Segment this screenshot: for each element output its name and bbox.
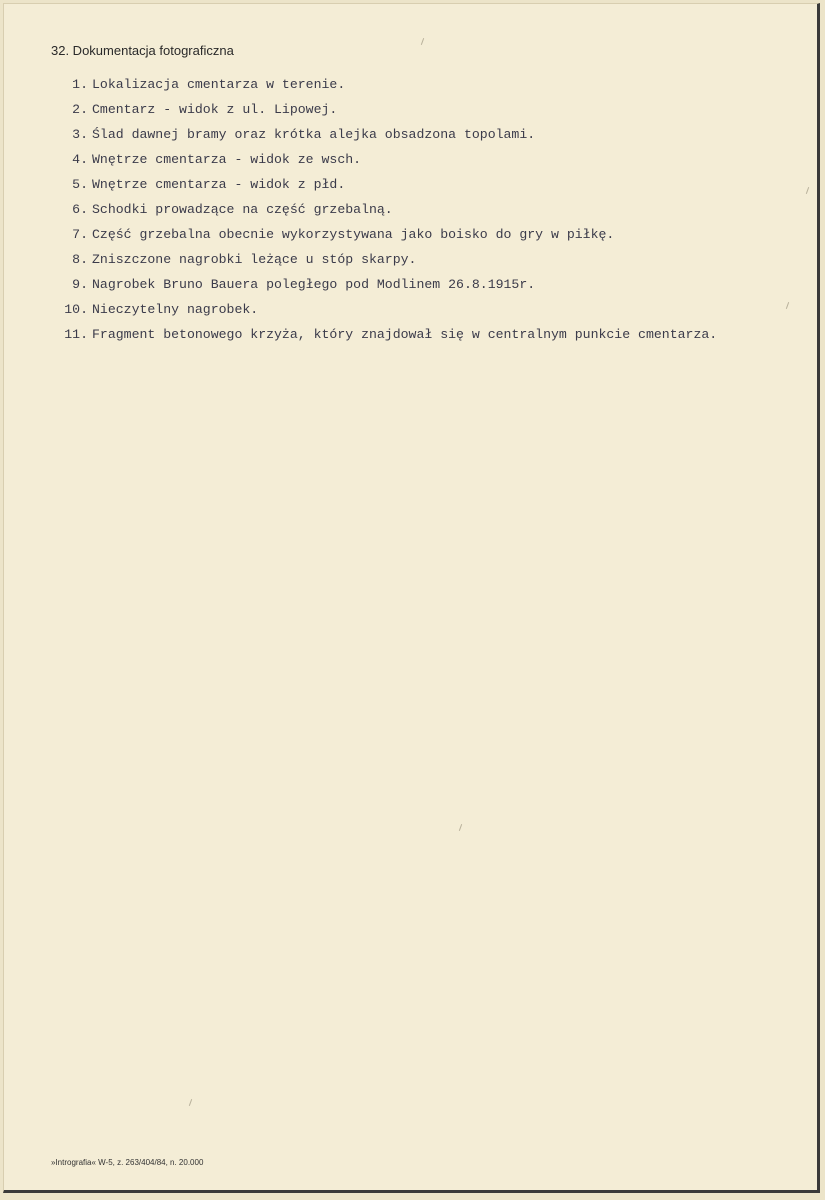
item-text: Schodki prowadzące na część grzebalną.	[92, 202, 393, 217]
list-item	[47, 147, 807, 172]
item-number: 5.	[72, 177, 88, 192]
item-text: Wnętrze cmentarza - widok z płd.	[92, 177, 346, 192]
item-text: Zniszczone nagrobki leżące u stóp skarpy.	[92, 252, 417, 267]
list-item	[47, 172, 807, 197]
item-number: 11.	[64, 327, 88, 342]
item-text: Wnętrze cmentarza - widok ze wsch.	[92, 152, 362, 167]
list-item	[47, 197, 807, 222]
section-heading: 32. Dokumentacja fotograficzna	[51, 43, 234, 58]
list-item	[47, 247, 807, 272]
item-number: 1.	[72, 77, 88, 92]
item-number: 9.	[72, 277, 88, 292]
item-text: Fragment betonowego krzyża, który znajdował się w centralnym punkcie cmentarza.	[92, 327, 718, 342]
list-item	[47, 72, 807, 97]
item-number: 4.	[72, 152, 88, 167]
item-text: Część grzebalna obecnie wykorzystywana jako boisko do gry w piłkę.	[92, 227, 615, 242]
item-text: Nagrobek Bruno Bauera poległego pod Modlinem 26.8.1915r.	[92, 277, 536, 292]
photo-documentation-list	[47, 72, 807, 347]
item-text: Lokalizacja cmentarza w terenie.	[92, 77, 346, 92]
item-number: 2.	[72, 102, 88, 117]
paper-speck	[421, 38, 424, 45]
document-page	[3, 3, 820, 1193]
item-number: 8.	[72, 252, 88, 267]
list-item	[47, 97, 807, 122]
item-text: Ślad dawnej bramy oraz krótka alejka obsadzona topolami.	[92, 127, 536, 142]
list-item	[47, 322, 807, 347]
list-item	[47, 297, 807, 322]
item-number: 7.	[72, 227, 88, 242]
item-number: 3.	[72, 127, 88, 142]
item-number: 10.	[64, 302, 88, 317]
print-footer: »Intrografia« W-5, z. 263/404/84, n. 20.000	[51, 1158, 204, 1167]
list-item	[47, 272, 807, 297]
paper-speck	[459, 824, 462, 831]
item-text: Nieczytelny nagrobek.	[92, 302, 259, 317]
list-item	[47, 122, 807, 147]
list-item	[47, 222, 807, 247]
item-number: 6.	[72, 202, 88, 217]
paper-speck	[189, 1099, 192, 1106]
item-text: Cmentarz - widok z ul. Lipowej.	[92, 102, 338, 117]
